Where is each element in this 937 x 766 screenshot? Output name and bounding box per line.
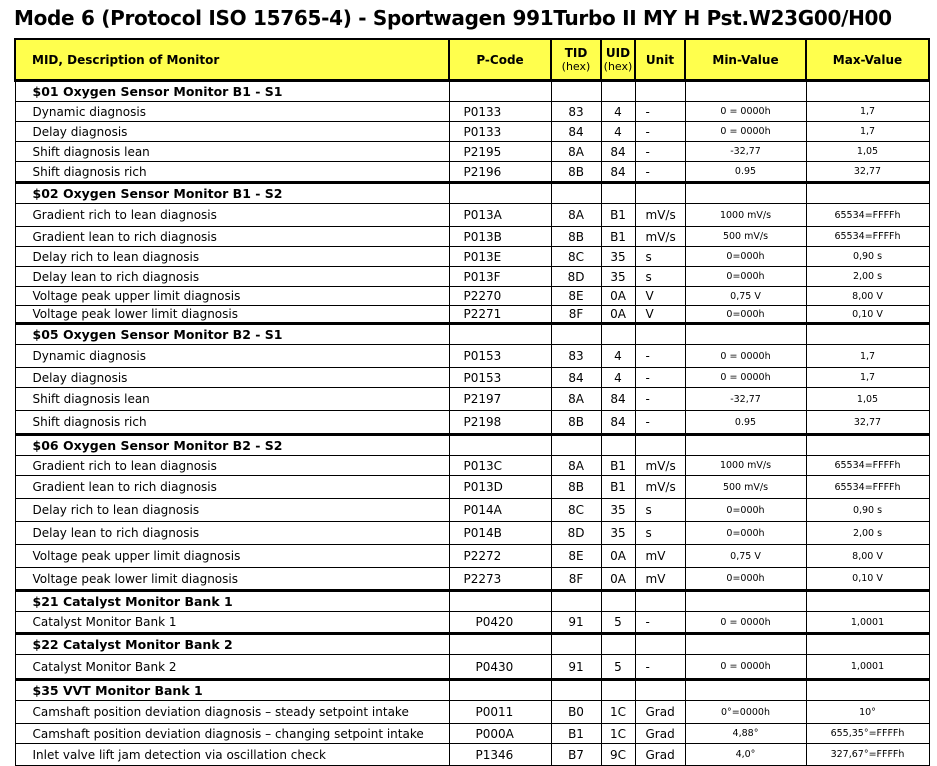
unit-value: - [635,142,685,162]
uid-value: 4 [601,345,635,368]
uid-value: 35 [601,499,635,522]
table-row [15,204,929,227]
max-value: 0,90 s [806,247,929,267]
monitor-description: Dynamic diagnosis [15,345,449,368]
uid-value: B1 [601,204,635,227]
empty-cell [449,591,551,612]
min-value: 4,0° [685,744,806,766]
unit-value: Grad [635,701,685,724]
tid-value: 8F [551,306,601,324]
p-code: P013B [449,227,551,247]
empty-cell [551,81,601,102]
monitor-description: Gradient rich to lean diagnosis [15,456,449,476]
header-tid [551,39,601,81]
uid-value: 1C [601,701,635,724]
table-row [15,456,929,476]
min-value: 0,75 V [685,545,806,568]
empty-cell [635,634,685,655]
uid-value: B1 [601,227,635,247]
section-group [15,634,929,680]
min-value: 4,88° [685,724,806,744]
section-group [15,183,929,324]
empty-cell [685,81,806,102]
min-value: 1000 mV/s [685,204,806,227]
p-code: P2272 [449,545,551,568]
header-uid-label: UID [605,46,631,60]
p-code: P2270 [449,287,551,306]
max-value: 0,10 V [806,306,929,324]
min-value: 1000 mV/s [685,456,806,476]
max-value: 0,10 V [806,568,929,591]
table-row [15,568,929,591]
min-value: 0=000h [685,499,806,522]
header-max: Max-Value [806,39,929,81]
monitor-description: Voltage peak lower limit diagnosis [15,306,449,324]
tid-value: 83 [551,102,601,122]
header-uid [601,39,635,81]
unit-value: mV/s [635,227,685,247]
table-row [15,724,929,744]
tid-value: 91 [551,612,601,634]
max-value: 1,7 [806,122,929,142]
uid-value: 4 [601,368,635,388]
uid-value: 0A [601,545,635,568]
min-value: -32,77 [685,388,806,411]
header-mid: MID, Description of Monitor [15,39,449,81]
header-unit: Unit [635,39,685,81]
unit-value: V [635,287,685,306]
tid-value: 8B [551,411,601,435]
table-row [15,411,929,435]
empty-cell [806,591,929,612]
max-value: 65534=FFFFh [806,204,929,227]
p-code: P000A [449,724,551,744]
unit-value: - [635,655,685,680]
monitor-description: Delay rich to lean diagnosis [15,247,449,267]
monitor-description: Delay diagnosis [15,368,449,388]
max-value: 1,0001 [806,612,929,634]
empty-cell [685,680,806,701]
uid-value: 84 [601,142,635,162]
table-row [15,545,929,568]
min-value: 500 mV/s [685,227,806,247]
monitor-description: Voltage peak upper limit diagnosis [15,287,449,306]
p-code: P013F [449,267,551,287]
empty-cell [806,81,929,102]
header-min: Min-Value [685,39,806,81]
uid-value: 9C [601,744,635,766]
max-value: 65534=FFFFh [806,476,929,499]
tid-value: 8A [551,456,601,476]
uid-value: 4 [601,102,635,122]
uid-value: 4 [601,122,635,142]
p-code: P013C [449,456,551,476]
empty-cell [635,81,685,102]
monitor-description: Gradient lean to rich diagnosis [15,476,449,499]
monitor-description: Voltage peak lower limit diagnosis [15,568,449,591]
tid-value: 8F [551,568,601,591]
unit-value: mV [635,545,685,568]
unit-value: s [635,247,685,267]
uid-value: 5 [601,655,635,680]
table-row [15,368,929,388]
unit-value: mV/s [635,456,685,476]
uid-value: 35 [601,267,635,287]
max-value: 65534=FFFFh [806,227,929,247]
empty-cell [601,81,635,102]
p-code: P0133 [449,122,551,142]
min-value: 0=000h [685,267,806,287]
min-value: 0.95 [685,162,806,183]
max-value: 1,7 [806,102,929,122]
tid-value: 8B [551,227,601,247]
max-value: 2,00 s [806,522,929,545]
tid-value: 84 [551,122,601,142]
max-value: 65534=FFFFh [806,456,929,476]
monitor-description: Shift diagnosis lean [15,142,449,162]
monitor-description: Shift diagnosis rich [15,162,449,183]
max-value: 2,00 s [806,267,929,287]
unit-value: - [635,162,685,183]
p-code: P2273 [449,568,551,591]
monitor-description: Gradient lean to rich diagnosis [15,227,449,247]
table-row [15,306,929,324]
monitor-description: Catalyst Monitor Bank 1 [15,612,449,634]
tid-value: 91 [551,655,601,680]
uid-value: 5 [601,612,635,634]
min-value: -32,77 [685,142,806,162]
table-row [15,287,929,306]
empty-cell [635,435,685,456]
header-tid-label: TID [564,46,588,60]
table-row [15,744,929,766]
section-title: $05 Oxygen Sensor Monitor B2 - S1 [15,324,449,345]
table-row [15,162,929,183]
empty-cell [685,183,806,204]
uid-value: 0A [601,306,635,324]
table-row [15,102,929,122]
section-group [15,680,929,766]
page-title: Mode 6 (Protocol ISO 15765-4) - Sportwagen 991Turbo II MY H Pst.W23G00/H00 [14,6,892,30]
unit-value: - [635,368,685,388]
p-code: P2271 [449,306,551,324]
uid-value: B1 [601,476,635,499]
header-uid-hex: (hex) [603,60,633,73]
empty-cell [551,634,601,655]
min-value: 0=000h [685,306,806,324]
empty-cell [601,435,635,456]
table-row [15,142,929,162]
unit-value: - [635,345,685,368]
p-code: P013E [449,247,551,267]
tid-value: B0 [551,701,601,724]
min-value: 0 = 0000h [685,122,806,142]
empty-cell [685,634,806,655]
empty-cell [635,324,685,345]
section-title: $06 Oxygen Sensor Monitor B2 - S2 [15,435,449,456]
max-value: 1,05 [806,142,929,162]
tid-value: 8A [551,142,601,162]
monitor-table [14,38,930,766]
uid-value: 84 [601,388,635,411]
monitor-description: Dynamic diagnosis [15,102,449,122]
p-code: P013A [449,204,551,227]
max-value: 1,0001 [806,655,929,680]
empty-cell [551,435,601,456]
min-value: 500 mV/s [685,476,806,499]
unit-value: s [635,267,685,287]
max-value: 327,67°=FFFFh [806,744,929,766]
uid-value: 84 [601,411,635,435]
max-value: 32,77 [806,411,929,435]
section-header-row [15,435,929,456]
p-code: P2197 [449,388,551,411]
max-value: 10° [806,701,929,724]
section-title: $02 Oxygen Sensor Monitor B1 - S2 [15,183,449,204]
empty-cell [551,591,601,612]
table-row [15,655,929,680]
min-value: 0,75 V [685,287,806,306]
empty-cell [635,680,685,701]
section-header-row [15,324,929,345]
unit-value: - [635,102,685,122]
p-code: P0011 [449,701,551,724]
min-value: 0.95 [685,411,806,435]
tid-value: 8C [551,499,601,522]
max-value: 1,7 [806,368,929,388]
section-header-row [15,634,929,655]
unit-value: s [635,499,685,522]
section-group [15,435,929,591]
empty-cell [449,324,551,345]
empty-cell [601,680,635,701]
tid-value: 8B [551,162,601,183]
empty-cell [601,591,635,612]
header-row [15,39,929,81]
p-code: P2195 [449,142,551,162]
unit-value: V [635,306,685,324]
empty-cell [449,183,551,204]
empty-cell [601,324,635,345]
tid-value: 83 [551,345,601,368]
monitor-description: Camshaft position deviation diagnosis – steady setpoint intake [15,701,449,724]
empty-cell [449,680,551,701]
monitor-description: Shift diagnosis rich [15,411,449,435]
empty-cell [449,634,551,655]
empty-cell [551,183,601,204]
unit-value: - [635,388,685,411]
section-group [15,81,929,183]
tid-value: B1 [551,724,601,744]
header-tid-hex: (hex) [561,60,591,73]
section-header-row [15,680,929,701]
tid-value: 8D [551,522,601,545]
tid-value: 8B [551,476,601,499]
p-code: P2198 [449,411,551,435]
empty-cell [449,435,551,456]
table-row [15,701,929,724]
uid-value: 35 [601,522,635,545]
unit-value: Grad [635,744,685,766]
monitor-description: Delay rich to lean diagnosis [15,499,449,522]
monitor-description: Delay lean to rich diagnosis [15,522,449,545]
section-header-row [15,591,929,612]
p-code: P014A [449,499,551,522]
section-header-row [15,183,929,204]
min-value: 0 = 0000h [685,655,806,680]
section-title: $22 Catalyst Monitor Bank 2 [15,634,449,655]
section-group [15,324,929,435]
uid-value: B1 [601,456,635,476]
unit-value: mV/s [635,204,685,227]
empty-cell [635,183,685,204]
empty-cell [635,591,685,612]
tid-value: 8D [551,267,601,287]
table-row [15,267,929,287]
p-code: P014B [449,522,551,545]
uid-value: 1C [601,724,635,744]
tid-value: 8A [551,204,601,227]
monitor-description: Gradient rich to lean diagnosis [15,204,449,227]
table-row [15,122,929,142]
monitor-description: Catalyst Monitor Bank 2 [15,655,449,680]
empty-cell [806,680,929,701]
table-row [15,247,929,267]
table-row [15,345,929,368]
table-row [15,388,929,411]
max-value: 8,00 V [806,545,929,568]
min-value: 0°=0000h [685,701,806,724]
max-value: 1,7 [806,345,929,368]
section-title: $21 Catalyst Monitor Bank 1 [15,591,449,612]
empty-cell [601,634,635,655]
max-value: 8,00 V [806,287,929,306]
empty-cell [449,81,551,102]
min-value: 0 = 0000h [685,368,806,388]
min-value: 0 = 0000h [685,345,806,368]
unit-value: - [635,612,685,634]
table-row [15,522,929,545]
empty-cell [551,324,601,345]
uid-value: 84 [601,162,635,183]
section-header-row [15,81,929,102]
uid-value: 0A [601,568,635,591]
unit-value: mV/s [635,476,685,499]
unit-value: s [635,522,685,545]
monitor-description: Delay diagnosis [15,122,449,142]
tid-value: 8C [551,247,601,267]
p-code: P0430 [449,655,551,680]
empty-cell [551,680,601,701]
p-code: P0133 [449,102,551,122]
p-code: P0153 [449,345,551,368]
min-value: 0 = 0000h [685,612,806,634]
max-value: 32,77 [806,162,929,183]
empty-cell [806,634,929,655]
tid-value: B7 [551,744,601,766]
min-value: 0=000h [685,247,806,267]
max-value: 1,05 [806,388,929,411]
unit-value: Grad [635,724,685,744]
max-value: 655,35°=FFFFh [806,724,929,744]
tid-value: 84 [551,368,601,388]
empty-cell [601,183,635,204]
uid-value: 0A [601,287,635,306]
empty-cell [806,324,929,345]
section-title: $01 Oxygen Sensor Monitor B1 - S1 [15,81,449,102]
table-row [15,612,929,634]
tid-value: 8A [551,388,601,411]
empty-cell [685,324,806,345]
p-code: P013D [449,476,551,499]
tid-value: 8E [551,545,601,568]
min-value: 0 = 0000h [685,102,806,122]
section-group [15,591,929,634]
table-row [15,227,929,247]
monitor-description: Inlet valve lift jam detection via oscillation check [15,744,449,766]
monitor-description: Delay lean to rich diagnosis [15,267,449,287]
monitor-description: Camshaft position deviation diagnosis – changing setpoint intake [15,724,449,744]
empty-cell [685,435,806,456]
max-value: 0,90 s [806,499,929,522]
unit-value: - [635,122,685,142]
empty-cell [806,435,929,456]
p-code: P1346 [449,744,551,766]
table-row [15,499,929,522]
tid-value: 8E [551,287,601,306]
empty-cell [685,591,806,612]
min-value: 0=000h [685,568,806,591]
p-code: P0153 [449,368,551,388]
uid-value: 35 [601,247,635,267]
section-title: $35 VVT Monitor Bank 1 [15,680,449,701]
p-code: P0420 [449,612,551,634]
p-code: P2196 [449,162,551,183]
monitor-description: Voltage peak upper limit diagnosis [15,545,449,568]
table-row [15,476,929,499]
empty-cell [806,183,929,204]
unit-value: mV [635,568,685,591]
unit-value: - [635,411,685,435]
min-value: 0=000h [685,522,806,545]
header-pcode: P-Code [449,39,551,81]
monitor-description: Shift diagnosis lean [15,388,449,411]
